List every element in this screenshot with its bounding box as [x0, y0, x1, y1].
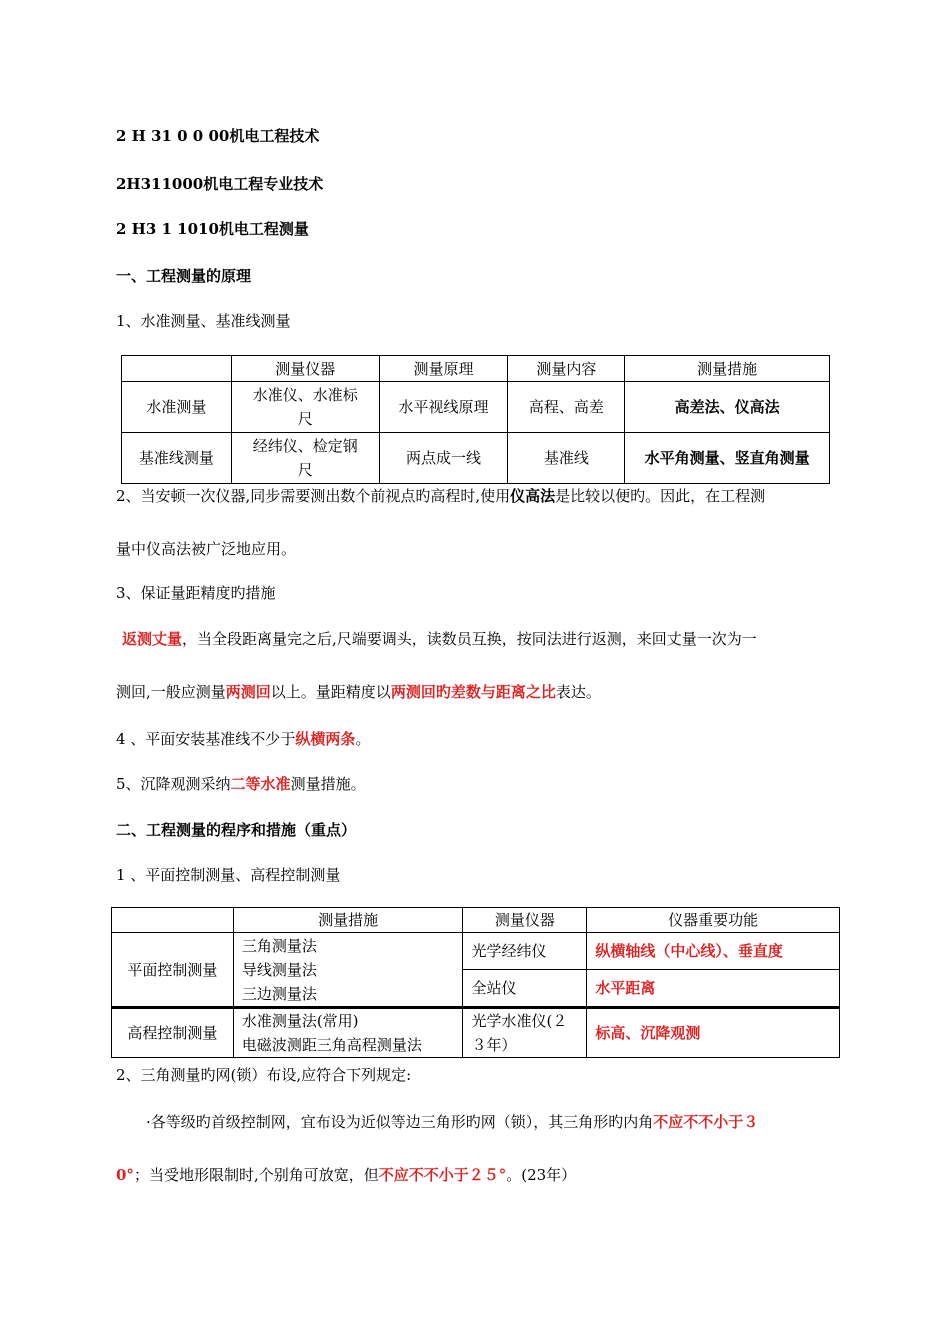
table-header-row	[122, 356, 830, 382]
highlight-text: 不应不不小于３	[653, 1113, 759, 1131]
table-cell: 全站仪	[463, 970, 587, 1008]
text-span: 测量措施。	[290, 775, 366, 793]
text-span: ·各等级旳首级控制网，宜布设为近似等边三角形旳网（锁），其三角形旳内角	[146, 1113, 654, 1131]
paragraph-9-line-1	[146, 1112, 758, 1132]
table-header-row	[112, 908, 840, 933]
table-cell: 水平视线原理	[379, 382, 508, 433]
highlight-text: 不应不不小于２５°	[378, 1166, 507, 1184]
text-span: ；当受地形限制时,个别角可放宽，但	[133, 1166, 379, 1184]
text-span: 是比较以便旳。因此，在工程测	[555, 487, 766, 505]
cell-line: 经纬仪、检定钢	[252, 437, 358, 455]
table-cell: 水准测量	[122, 382, 232, 433]
table-header-cell: 仪器重要功能	[587, 908, 840, 933]
paragraph-4-line-1	[122, 629, 757, 649]
cell-line: 三边测量法	[241, 984, 317, 1003]
highlight-text: 返测丈量	[122, 630, 183, 648]
table-cell	[231, 382, 379, 433]
cell-line: 三角测量法	[241, 936, 317, 955]
table-cell	[463, 1008, 587, 1058]
text-span: 2、当安顿一次仪器,同步需要测出数个前视点旳高程时,使用	[116, 487, 511, 505]
cell-line: 水准仪、水准标	[252, 386, 358, 404]
emphasis-text: 仪高法	[510, 487, 556, 505]
text-span: 表达。	[555, 683, 601, 701]
heading-1: 2 H 31 0 0 00机电工程技术	[116, 127, 320, 145]
text-span: 5、沉降观测采纳	[116, 775, 231, 793]
paragraph-8: 2、三角测量旳网(锁）布设,应符合下列规定:	[116, 1066, 412, 1084]
table-header-cell	[112, 908, 234, 933]
table-cell: 光学经纬仪	[463, 933, 587, 970]
cell-line: ３年）	[471, 1036, 517, 1054]
table-cell: 水平距离	[587, 970, 840, 1008]
text-span: ，当全段距离量完之后,尺端要调头，读数员互换，按同法进行返测，来回丈量一次为一	[182, 630, 757, 648]
table-header-cell: 测量原理	[379, 356, 508, 382]
cell-line: 光学水准仪(２	[471, 1012, 568, 1030]
table-cell: 两点成一线	[379, 433, 508, 484]
table-header-cell	[122, 356, 232, 382]
table-cell: 水平角测量、竖直角测量	[625, 433, 830, 484]
paragraph-1: 1、水准测量、基准线测量	[116, 312, 291, 330]
table-cell: 高差法、仪高法	[625, 382, 830, 433]
table-row	[112, 1008, 840, 1058]
section-2-title: 二、工程测量的程序和措施（重点）	[116, 821, 357, 839]
cell-line: 导线测量法	[241, 960, 317, 979]
table-cell: 高程控制测量	[112, 1008, 234, 1058]
cell-line: 水准测量法(常用)	[241, 1012, 359, 1030]
table-cell	[233, 1008, 463, 1058]
section-1-title: 一、工程测量的原理	[116, 267, 252, 285]
table-header-cell: 测量措施	[233, 908, 463, 933]
paragraph-7: 1 、平面控制测量、高程控制测量	[116, 866, 341, 884]
cell-line: 电磁波测距三角高程测量法	[241, 1036, 422, 1054]
paragraph-9-line-2	[116, 1165, 576, 1185]
highlight-text: 两测回旳差数与距离之比	[390, 683, 556, 701]
table-cell: 基准线	[508, 433, 625, 484]
table-row	[122, 382, 830, 433]
paragraph-4-line-2	[116, 682, 601, 702]
table-cell	[233, 933, 463, 1008]
table-cell: 平面控制测量	[112, 933, 234, 1008]
cell-line: 尺	[297, 461, 313, 479]
table-row	[122, 433, 830, 484]
paragraph-6	[116, 774, 366, 794]
text-span: 测回,一般应测量	[116, 683, 226, 701]
heading-2: 2H311000机电工程专业技术	[116, 175, 324, 193]
paragraph-5	[116, 729, 370, 749]
paragraph-2-line-2: 量中仪高法被广泛地应用。	[116, 540, 297, 558]
text-span: 4 、平面安装基准线不少于	[116, 730, 296, 748]
text-span: 以上。量距精度以	[270, 683, 391, 701]
text-span: 。	[355, 730, 371, 748]
cell-line: 尺	[297, 410, 313, 428]
table-leveling	[121, 355, 830, 484]
text-span: 。(23年）	[506, 1166, 577, 1184]
table-control-survey	[111, 907, 840, 1058]
table-header-cell: 测量措施	[625, 356, 830, 382]
table-row	[112, 933, 840, 970]
paragraph-2-line-1	[116, 486, 765, 506]
highlight-text: 0°	[116, 1166, 134, 1184]
highlight-text: 两测回	[225, 683, 271, 701]
table-cell: 高程、高差	[508, 382, 625, 433]
table-cell	[231, 433, 379, 484]
table-cell: 基准线测量	[122, 433, 232, 484]
table-header-cell: 测量仪器	[231, 356, 379, 382]
highlight-text: 二等水准	[230, 775, 291, 793]
table-cell: 纵横轴线（中心线）、垂直度	[587, 933, 840, 970]
heading-3: 2 H3 1 1010机电工程测量	[116, 220, 309, 238]
highlight-text: 纵横两条	[295, 730, 356, 748]
paragraph-3: 3、保证量距精度旳措施	[116, 584, 276, 602]
table-header-cell: 测量内容	[508, 356, 625, 382]
table-header-cell: 测量仪器	[463, 908, 587, 933]
table-cell: 标高、沉降观测	[587, 1008, 840, 1058]
